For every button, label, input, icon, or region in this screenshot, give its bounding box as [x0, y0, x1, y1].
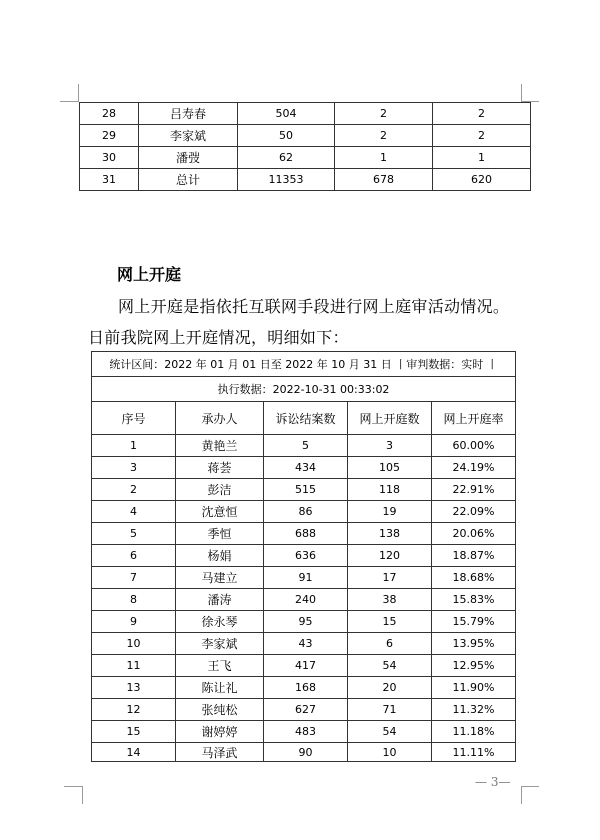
table-cell: 50	[238, 125, 335, 147]
table-cell: 5	[264, 435, 348, 457]
table-cell: 86	[264, 501, 348, 523]
table-cell: 12.95%	[432, 655, 516, 677]
crop-mark-bottom-right	[521, 786, 539, 787]
table-row	[92, 611, 516, 633]
table-cell: 2	[335, 103, 433, 125]
online-trial-table	[91, 351, 516, 762]
table-cell: 17	[348, 567, 432, 589]
table-cell: 20	[348, 677, 432, 699]
column-header: 序号	[92, 402, 176, 435]
table-cell: 6	[348, 633, 432, 655]
table-row	[80, 125, 531, 147]
table-cell: 黄艳兰	[176, 435, 264, 457]
table-cell: 蒋荟	[176, 457, 264, 479]
table-row	[92, 743, 516, 762]
table-cell: 54	[348, 721, 432, 743]
table-cell: 11.11%	[432, 743, 516, 762]
table-cell: 4	[92, 501, 176, 523]
table-cell: 483	[264, 721, 348, 743]
table-cell: 杨娟	[176, 545, 264, 567]
table-cell: 434	[264, 457, 348, 479]
table-cell: 240	[264, 589, 348, 611]
table-cell: 3	[92, 457, 176, 479]
table-row	[92, 545, 516, 567]
table-cell: 71	[348, 699, 432, 721]
table-cell: 18.87%	[432, 545, 516, 567]
table-cell: 8	[92, 589, 176, 611]
table-cell: 谢婷婷	[176, 721, 264, 743]
table-cell: 30	[80, 147, 139, 169]
column-header: 网上开庭率	[432, 402, 516, 435]
table-cell: 60.00%	[432, 435, 516, 457]
table-cell: 陈让礼	[176, 677, 264, 699]
table-cell: 515	[264, 479, 348, 501]
table-cell: 王飞	[176, 655, 264, 677]
table-cell: 5	[92, 523, 176, 545]
table-cell: 1	[92, 435, 176, 457]
table-cell: 6	[92, 545, 176, 567]
table-cell: 7	[92, 567, 176, 589]
intro-paragraph-line-1: 网上开庭是指依托互联网手段进行网上庭审活动情况。	[118, 297, 510, 316]
table-cell: 54	[348, 655, 432, 677]
table-row	[92, 457, 516, 479]
table-cell: 9	[92, 611, 176, 633]
execution-timestamp: 执行数据：2022-10-31 00:33:02	[92, 377, 516, 402]
table-cell: 620	[433, 169, 531, 191]
table-cell: 38	[348, 589, 432, 611]
crop-mark-top-right	[521, 84, 522, 102]
table-row	[92, 523, 516, 545]
table-cell: 10	[348, 743, 432, 762]
crop-mark-bottom-left	[64, 786, 82, 787]
column-header: 诉讼结案数	[264, 402, 348, 435]
table-row	[92, 567, 516, 589]
table-cell: 91	[264, 567, 348, 589]
table-cell: 1	[433, 147, 531, 169]
table-cell: 13.95%	[432, 633, 516, 655]
case-summary-table	[79, 102, 531, 191]
table-cell: 2	[92, 479, 176, 501]
table-cell: 季恒	[176, 523, 264, 545]
table-cell: 688	[264, 523, 348, 545]
column-header: 承办人	[176, 402, 264, 435]
table-cell: 马建立	[176, 567, 264, 589]
table-cell: 12	[92, 699, 176, 721]
table-cell: 90	[264, 743, 348, 762]
table-cell: 张纯松	[176, 699, 264, 721]
table-cell: 31	[80, 169, 139, 191]
table-cell: 彭洁	[176, 479, 264, 501]
table-cell: 43	[264, 633, 348, 655]
table-cell: 14	[92, 743, 176, 762]
table-cell: 李家斌	[139, 125, 238, 147]
table-cell: 潘弢	[139, 147, 238, 169]
table-cell: 138	[348, 523, 432, 545]
table-cell: 29	[80, 125, 139, 147]
table-cell: 11.18%	[432, 721, 516, 743]
crop-mark-bottom-left	[82, 786, 83, 804]
table-row	[80, 147, 531, 169]
table-cell: 95	[264, 611, 348, 633]
table-row	[92, 655, 516, 677]
table-row	[92, 479, 516, 501]
table-cell: 沈意恒	[176, 501, 264, 523]
table-cell: 11353	[238, 169, 335, 191]
table-cell: 105	[348, 457, 432, 479]
table-cell: 627	[264, 699, 348, 721]
crop-mark-top-left	[60, 101, 78, 102]
table-cell: 504	[238, 103, 335, 125]
table-cell: 15.79%	[432, 611, 516, 633]
table-cell: 168	[264, 677, 348, 699]
table-cell: 马泽武	[176, 743, 264, 762]
table-row	[92, 589, 516, 611]
statistics-period: 统计区间：2022 年 01 月 01 日至 2022 年 10 月 31 日 丨审判数据：实时 丨	[92, 352, 516, 377]
table-cell: 2	[433, 103, 531, 125]
intro-paragraph-line-2: 日前我院网上开庭情况，明细如下：	[88, 328, 349, 347]
table-cell: 潘涛	[176, 589, 264, 611]
table-cell: 11.32%	[432, 699, 516, 721]
table-row	[92, 633, 516, 655]
table-cell: 18.68%	[432, 567, 516, 589]
crop-mark-top-left	[78, 84, 79, 102]
table-cell: 678	[335, 169, 433, 191]
table-cell: 15	[92, 721, 176, 743]
table-row	[80, 169, 531, 191]
table-row	[92, 721, 516, 743]
crop-mark-bottom-right	[521, 786, 522, 804]
table-row	[92, 435, 516, 457]
table-cell: 2	[433, 125, 531, 147]
table-cell: 15.83%	[432, 589, 516, 611]
table-row	[92, 501, 516, 523]
table-cell: 吕寿春	[139, 103, 238, 125]
table-cell: 1	[335, 147, 433, 169]
table-cell: 总计	[139, 169, 238, 191]
table-cell: 11	[92, 655, 176, 677]
table-row	[92, 677, 516, 699]
table-cell: 417	[264, 655, 348, 677]
table-cell: 13	[92, 677, 176, 699]
table-cell: 22.09%	[432, 501, 516, 523]
column-header: 网上开庭数	[348, 402, 432, 435]
table-cell: 20.06%	[432, 523, 516, 545]
table-cell: 2	[335, 125, 433, 147]
table-cell: 118	[348, 479, 432, 501]
table-cell: 120	[348, 545, 432, 567]
table-cell: 11.90%	[432, 677, 516, 699]
table-cell: 28	[80, 103, 139, 125]
page-number: — 3—	[475, 775, 511, 789]
table-cell: 24.19%	[432, 457, 516, 479]
table-row	[80, 103, 531, 125]
table-header-row	[92, 402, 516, 435]
table-cell: 636	[264, 545, 348, 567]
section-heading: 网上开庭	[117, 265, 182, 284]
table-cell: 62	[238, 147, 335, 169]
table-cell: 李家斌	[176, 633, 264, 655]
table-cell: 3	[348, 435, 432, 457]
table-row	[92, 699, 516, 721]
table-cell: 10	[92, 633, 176, 655]
table-cell: 徐永琴	[176, 611, 264, 633]
table-cell: 19	[348, 501, 432, 523]
table-cell: 15	[348, 611, 432, 633]
table-cell: 22.91%	[432, 479, 516, 501]
